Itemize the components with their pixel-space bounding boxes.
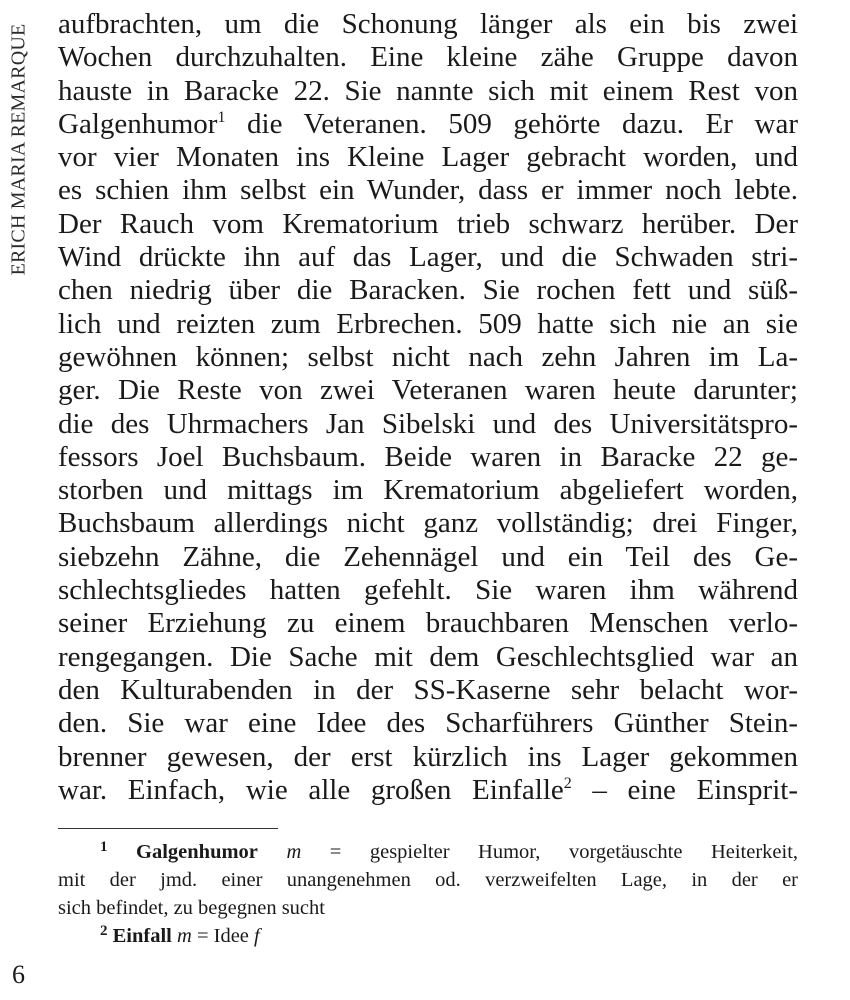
running-head-text: ERICH MARIA REMARQUE [7, 23, 30, 275]
page-number: 6 [12, 960, 25, 989]
text-line: storben und mittags im Krematorium abgeliefert worden, [58, 474, 798, 507]
text-line: den. Sie war eine Idee des Scharführers Günther Stein- [58, 707, 798, 740]
text-line: rengegangen. Die Sache mit dem Geschlechtsglied war an [58, 640, 798, 673]
text-line [58, 108, 798, 141]
footnote-reference: 2 [563, 774, 572, 792]
footnote-gender: m [177, 925, 192, 947]
footnote-2 [58, 922, 798, 950]
footnote-term: Einfall [112, 925, 172, 947]
footnote-term: Galgenhumor [136, 841, 258, 863]
text-segment: die Veteranen. 509 gehörte dazu. Er war [225, 107, 798, 140]
text-line: chen niedrig über die Baracken. Sie rochen fett und süß- [58, 274, 798, 307]
footnotes [58, 838, 798, 950]
text-line: Der Rauch vom Krematorium trieb schwarz herüber. Der [58, 207, 798, 240]
text-line: brenner gewesen, der erst kürzlich ins Lager gekommen [58, 740, 798, 773]
text-line: aufbrachten, um die Schonung länger als ein bis zwei [58, 8, 798, 40]
text-line: den Kulturabenden in der SS-Kaserne sehr belacht wor- [58, 673, 798, 706]
text-segment: – eine Einsprit- [571, 773, 798, 806]
text-line: vor vier Monaten ins Kleine Lager gebracht worden, und [58, 141, 798, 174]
body-text [58, 8, 798, 807]
text-line: seiner Erziehung zu einem brauchbaren Menschen verlo- [58, 607, 798, 640]
footnote-rule [58, 828, 278, 829]
text-line: schlechtsgliedes hatten gefehlt. Sie waren ihm während [58, 574, 798, 607]
text-line: Wind drückte ihn auf das Lager, und die Schwaden stri- [58, 241, 798, 274]
running-head [4, 14, 34, 284]
text-line: gewöhnen können; selbst nicht nach zehn Jahren im La- [58, 340, 798, 373]
text-line: hauste in Baracke 22. Sie nannte sich mit einem Rest von [58, 74, 798, 107]
text-line: Buchsbaum allerdings nicht ganz vollständig; drei Finger, [58, 507, 798, 540]
text-line [58, 774, 798, 807]
text-line: fessors Joel Buchsbaum. Beide waren in Baracke 22 ge- [58, 440, 798, 473]
footnote-1-line-2: mit der jmd. einer unangenehmen od. verzweifelten Lage, in der er [58, 869, 798, 891]
text-line: lich und reizten zum Erbrechen. 509 hatte sich nie an sie [58, 307, 798, 340]
footnote-number: 1 [100, 839, 108, 855]
text-segment: war. Einfach, wie alle großen Einfalle [58, 773, 564, 806]
footnote-definition: = Idee [191, 925, 255, 947]
footnote-definition: = gespielter Humor, vorgetäuschte Heiterkeit, [301, 841, 799, 863]
text-line: siebzehn Zähne, die Zehennägel und ein Teil des Ge- [58, 540, 798, 573]
footnote-gender: f [254, 925, 260, 947]
footnote-gender: m [286, 841, 302, 863]
footnote-number: 2 [100, 923, 108, 939]
footnote-1-line-3: sich befindet, zu begegnen sucht [58, 897, 325, 919]
text-line: ger. Die Reste von zwei Veteranen waren heute darunter; [58, 374, 798, 407]
text-line: die des Uhrmachers Jan Sibelski und des Universitätspro- [58, 407, 798, 440]
footnote-1 [58, 838, 798, 866]
text-line: es schien ihm selbst ein Wunder, dass er immer noch lebte. [58, 174, 798, 207]
text-line: Wochen durchzuhalten. Eine kleine zähe Gruppe davon [58, 41, 798, 74]
footnote-reference: 1 [217, 108, 226, 126]
text-segment: Galgenhumor [58, 107, 218, 140]
